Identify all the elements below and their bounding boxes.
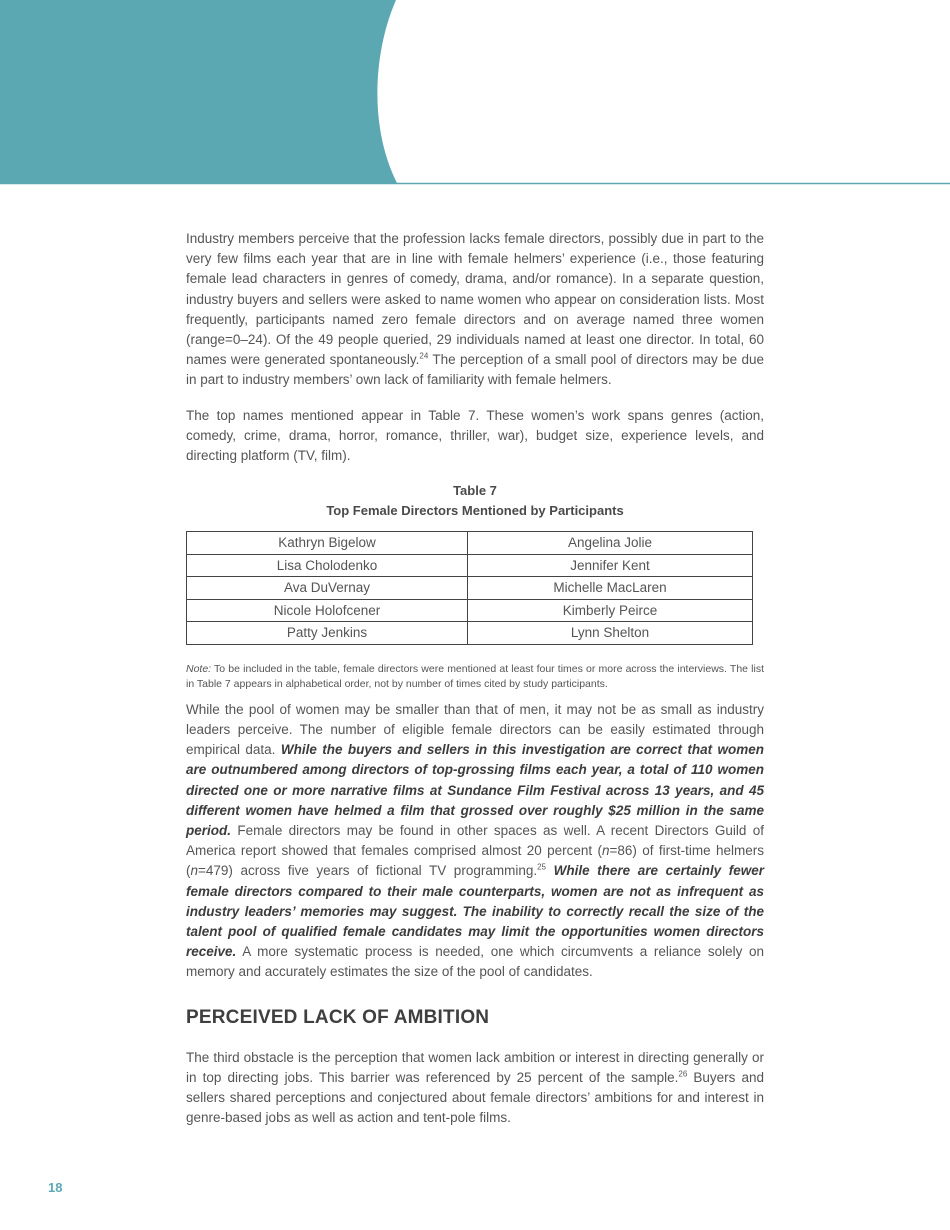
table-7 [186,481,764,692]
section-heading: PERCEIVED LACK OF AMBITION [186,1006,490,1028]
table-cell: Nicole Holofcener [187,599,468,622]
footnote-24: 24 [419,351,429,361]
paragraph-4: The third obstacle is the perception that women lack ambition or interest in directing generally or in top directing jobs. This barrier was referenced by 25 percent of the sample.$^{26}$ Buyers and sellers shared perceptions and conjectured about female directors’ ambitions for and interest in genre-based jobs as well as action and tent-pole films. [186,1049,764,1126]
footnote-26: 26 [678,1069,688,1079]
table-title: Top Female Directors Mentioned by Participants [326,503,624,519]
paragraph-2: The top names mentioned appear in Table 7. These women’s work spans genres (action, comedy, crime, drama, horror, romance, thriller, war), budget size, experience levels, and directing platform (TV, film). [186,407,764,464]
page-number: 18 [48,1180,63,1195]
table-cell: Lisa Cholodenko [187,554,468,577]
table-cell: Kimberly Peirce [468,599,753,622]
table-label: Table 7 [453,483,497,499]
table-cell: Kathryn Bigelow [187,532,468,555]
footnote-25: 25 [537,862,546,872]
directors-table [186,531,753,645]
table-cell: Angelina Jolie [468,532,753,555]
table-cell: Patty Jenkins [187,622,468,645]
table-cell: Jennifer Kent [468,554,753,577]
table-row [187,622,753,645]
table-cell: Lynn Shelton [468,622,753,645]
table-row [187,577,753,600]
note-label: Note: [186,662,212,675]
main-content [186,229,764,1128]
paragraph-1: Industry members perceive that the profession lacks female directors, possibly due in part to the very few films each year that are in line with female helmers’ experience (i.e., those featuring female lead characters in genres of comedy, drama, and/or romance). In a separate question, industry buyers and sellers were asked to name women who appear on consideration lists. Most frequently, participants named zero female directors and on average named three women (range=0–24). Of the 49 people queried, 29 individuals named at least one director. In total, 60 names were generated spontaneously.$^{24}$ The perception of a small pool of directors may be due in part to industry members’ own lack of familiarity with female helmers. [186,231,764,388]
table-row [187,554,753,577]
header-banner [0,0,950,186]
table-row [187,599,753,622]
table-row [187,532,753,555]
emphasis-1: While the buyers and sellers in this investigation are correct that women are outnumbered among directors of top-grossing films each year, a total of 110 women directed one or more narrative films at Sundance Film Festival across 13 years, and 45 different women have helmed a film that grossed over roughly $25 million in the same period. [186,742,764,838]
banner-teal-shape [0,0,397,183]
emphasis-2: While there are certainly fewer female directors compared to their male counterparts, women are not as infrequent as industry leaders’ memories may suggest. The inability to correctly recall the size of the talent pool of qualified female candidates may limit the opportunities women directors receive. [186,863,764,960]
table-cell: Ava DuVernay [187,577,468,600]
table-cell: Michelle MacLaren [468,577,753,600]
paragraph-3: While the pool of women may be smaller than that of men, it may not be as small as industry leaders perceive. The number of eligible female directors can be easily estimated through empirical data. While the buyers and sellers in this investigation are correct that women are outnumbered among directors of top-grossing films each year, a total of 110 women directed one or more narrative films at Sundance Film Festival across 13 years, and 45 different women have helmed a film that grossed over roughly $25 million in the same period. Female directors may be found in other spaces as well. A recent Directors Guild of America report showed that females comprised almost 20 percent (n=86) of first-time helmers (n=479) across five years of fictional TV programming.$^{25}$ While there are certainly fewer female directors compared to their male counterparts, women are not as infrequent as industry leaders’ memories may suggest. The inability to correctly recall the size of the talent pool of qualified female candidates may limit the opportunities women directors receive. A more systematic process is needed, one which circumvents a reliance solely on memory and accurately estimates the size of the pool of candidates. [186,701,764,980]
table-note: Note: To be included in the table, female directors were mentioned at least four times or more across the interviews. The list in Table 7 appears in alphabetical order, not by number of times cited by study participants. [186,662,764,690]
